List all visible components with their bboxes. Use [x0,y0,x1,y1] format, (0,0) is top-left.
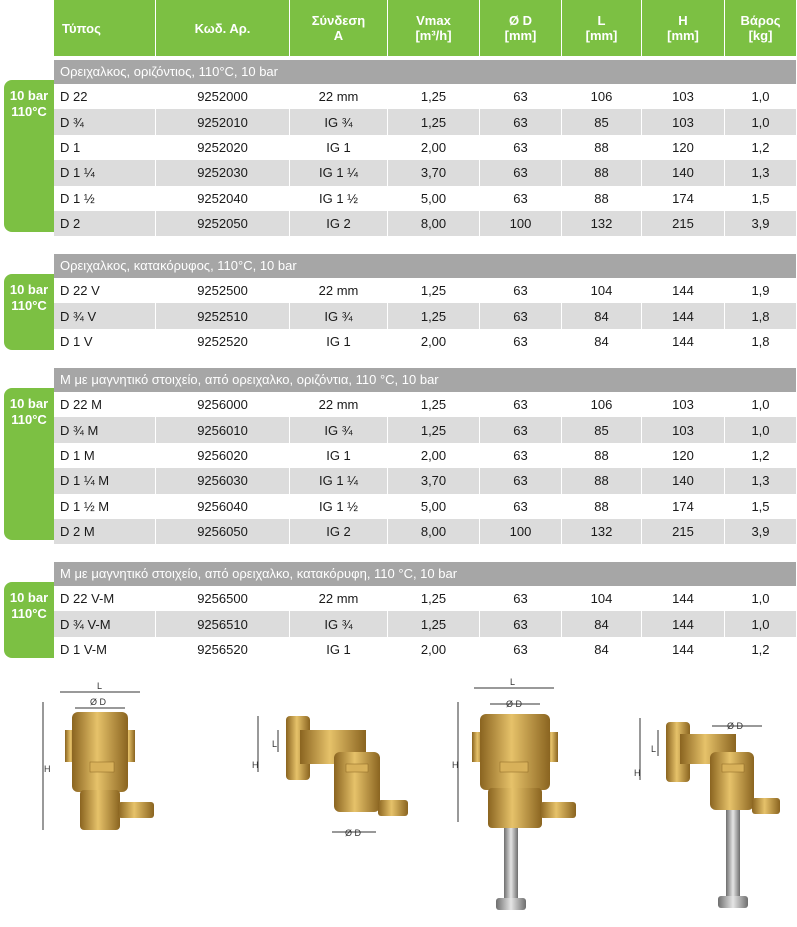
cell-type: D 22 V-M [54,586,156,611]
cell-weight: 1,0 [751,397,770,413]
table-row [54,109,796,134]
dim-d-label-2: Ø D [345,828,362,838]
dim-d-label-4: Ø D [727,721,744,731]
cell-weight: 1,9 [751,283,770,299]
cell-diameter: 63 [480,109,562,134]
cell-height: 140 [642,160,725,185]
cell-diameter: 63 [480,494,562,519]
cell-code: 9256050 [156,519,290,544]
cell-connection: IG 1 [290,329,388,354]
cell-height: 144 [642,611,725,636]
product-section [54,60,796,236]
section-title: Ορειχαλκος, κατακόρυφος, 110°C, 10 bar [54,254,796,278]
cell-vmax: 8,00 [388,519,480,544]
cell-height: 144 [642,329,725,354]
table-row [54,84,796,109]
cell-weight: 1,0 [751,422,770,438]
cell-type: D 1 V [54,329,156,354]
cell-code: 9256520 [156,637,290,662]
cell-vmax: 2,00 [388,637,480,662]
dim-h-label-2: H [252,760,259,770]
table-row [54,392,796,417]
cell-length: 104 [562,586,642,611]
table-row [54,186,796,211]
cell-code: 9256040 [156,494,290,519]
cell-type: D 1 [54,135,156,160]
header-type: Τύπος [54,0,156,56]
cell-type: D 22 V [54,278,156,303]
vertical-magnetic-separator-drawing [634,718,780,908]
dim-d-label: Ø D [90,697,107,707]
dim-h-label-4: H [634,768,641,778]
cell-diameter: 63 [480,392,562,417]
cell-diameter: 63 [480,611,562,636]
cell-vmax: 2,00 [388,135,480,160]
cell-vmax: 3,70 [388,160,480,185]
dim-d-label-3: Ø D [506,699,523,709]
cell-vmax: 1,25 [388,611,480,636]
cell-height: 140 [642,468,725,493]
cell-type: D 2 [54,211,156,236]
cell-height: 215 [642,211,725,236]
cell-length: 84 [562,329,642,354]
cell-connection: 22 mm [290,278,388,303]
cell-connection: IG 1 ½ [290,186,388,211]
cell-vmax: 5,00 [388,494,480,519]
table-row [54,135,796,160]
cell-weight: 1,5 [751,498,770,514]
cell-height: 144 [642,303,725,328]
section-title: M με μαγνητικό στοιχείο, από ορειχαλκο, κατακόρυφη, 110 °C, 10 bar [54,562,796,586]
dim-h-label-3: H [452,760,459,770]
cell-height: 174 [642,494,725,519]
cell-type: D ¾ V [54,303,156,328]
product-section [54,254,796,354]
dim-h-label: H [44,764,51,774]
cell-weight: 1,8 [751,308,770,324]
cell-type: D 2 M [54,519,156,544]
cell-weight: 1,0 [751,591,770,607]
table-row [54,519,796,544]
cell-diameter: 63 [480,417,562,442]
cell-length: 84 [562,637,642,662]
cell-connection: IG 2 [290,519,388,544]
pressure-temperature-badge: 10 bar 110°C [4,274,54,350]
cell-height: 103 [642,84,725,109]
product-drawings [0,672,797,922]
cell-type: D ¾ M [54,417,156,442]
cell-code: 9252040 [156,186,290,211]
cell-length: 104 [562,278,642,303]
cell-connection: IG ¾ [290,417,388,442]
cell-diameter: 63 [480,586,562,611]
cell-vmax: 2,00 [388,443,480,468]
table-row [54,443,796,468]
cell-vmax: 1,25 [388,392,480,417]
table-row [54,586,796,611]
cell-code: 9256000 [156,392,290,417]
cell-connection: IG 2 [290,211,388,236]
cell-vmax: 8,00 [388,211,480,236]
cell-code: 9256030 [156,468,290,493]
cell-height: 144 [642,278,725,303]
cell-weight: 1,5 [751,190,770,206]
cell-code: 9256020 [156,443,290,468]
product-section [54,562,796,662]
header-length: L [mm] [562,0,642,56]
cell-code: 9252510 [156,303,290,328]
cell-weight: 3,9 [751,216,770,232]
cell-diameter: 100 [480,211,562,236]
cell-code: 9256500 [156,586,290,611]
table-row [54,637,796,662]
cell-length: 88 [562,468,642,493]
cell-length: 85 [562,417,642,442]
cell-vmax: 1,25 [388,84,480,109]
cell-weight: 1,2 [751,447,770,463]
cell-type: D 1 ¼ [54,160,156,185]
header-code: Κωδ. Αρ. [156,0,290,56]
cell-height: 174 [642,186,725,211]
cell-vmax: 2,00 [388,329,480,354]
table-row [54,278,796,303]
cell-code: 9252020 [156,135,290,160]
cell-vmax: 3,70 [388,468,480,493]
table-row [54,417,796,442]
cell-weight: 1,2 [751,641,770,657]
table-row [54,494,796,519]
header-diameter: Ø D [mm] [480,0,562,56]
cell-weight: 1,3 [751,165,770,181]
header-connection: Σύνδεση A [290,0,388,56]
cell-connection: IG 1 [290,135,388,160]
cell-length: 88 [562,186,642,211]
cell-height: 144 [642,637,725,662]
vertical-separator-drawing [252,716,408,838]
cell-height: 103 [642,417,725,442]
cell-height: 103 [642,109,725,134]
cell-diameter: 100 [480,519,562,544]
cell-code: 9252010 [156,109,290,134]
cell-type: D 22 [54,84,156,109]
header-height: H [mm] [642,0,725,56]
pressure-temperature-badge: 10 bar 110°C [4,582,54,658]
cell-diameter: 63 [480,186,562,211]
cell-type: D 1 ½ [54,186,156,211]
dim-l-label-4: L [651,744,657,754]
horizontal-separator-drawing [43,681,154,830]
product-section [54,368,796,544]
cell-vmax: 5,00 [388,186,480,211]
cell-length: 88 [562,160,642,185]
cell-weight: 1,0 [751,89,770,105]
cell-type: D ¾ [54,109,156,134]
cell-height: 144 [642,586,725,611]
cell-length: 132 [562,211,642,236]
cell-diameter: 63 [480,637,562,662]
cell-diameter: 63 [480,303,562,328]
cell-code: 9252030 [156,160,290,185]
cell-code: 9252500 [156,278,290,303]
cell-vmax: 1,25 [388,278,480,303]
cell-connection: IG 1 ½ [290,494,388,519]
cell-connection: IG ¾ [290,303,388,328]
cell-diameter: 63 [480,278,562,303]
header-vmax: Vmax [m³/h] [388,0,480,56]
cell-length: 84 [562,611,642,636]
cell-diameter: 63 [480,443,562,468]
cell-code: 9256010 [156,417,290,442]
cell-connection: IG ¾ [290,611,388,636]
table-row [54,160,796,185]
cell-height: 103 [642,392,725,417]
cell-vmax: 1,25 [388,109,480,134]
table-row [54,211,796,236]
cell-length: 88 [562,135,642,160]
cell-length: 132 [562,519,642,544]
cell-diameter: 63 [480,135,562,160]
table-row [54,468,796,493]
dim-l-label: L [97,681,103,691]
cell-height: 120 [642,135,725,160]
cell-code: 9252050 [156,211,290,236]
cell-length: 88 [562,443,642,468]
cell-code: 9252000 [156,84,290,109]
table-row [54,611,796,636]
table-row [54,329,796,354]
cell-type: D 22 M [54,392,156,417]
cell-weight: 1,8 [751,333,770,349]
cell-vmax: 1,25 [388,417,480,442]
cell-connection: IG ¾ [290,109,388,134]
cell-connection: IG 1 [290,637,388,662]
cell-connection: IG 1 ¼ [290,160,388,185]
section-title: Ορειχαλκος, οριζόντιος, 110°C, 10 bar [54,60,796,84]
cell-type: D ¾ V-M [54,611,156,636]
cell-code: 9252520 [156,329,290,354]
cell-weight: 1,2 [751,139,770,155]
cell-type: D 1 ½ M [54,494,156,519]
cell-connection: 22 mm [290,84,388,109]
cell-length: 106 [562,84,642,109]
cell-weight: 1,0 [751,114,770,130]
dim-l-label-2: L [272,739,278,749]
cell-diameter: 63 [480,160,562,185]
cell-weight: 1,3 [751,473,770,489]
cell-length: 106 [562,392,642,417]
pressure-temperature-badge: 10 bar 110°C [4,388,54,540]
cell-diameter: 63 [480,84,562,109]
cell-weight: 1,0 [751,616,770,632]
cell-connection: 22 mm [290,392,388,417]
cell-length: 88 [562,494,642,519]
pressure-temperature-badge: 10 bar 110°C [4,80,54,232]
cell-diameter: 63 [480,329,562,354]
cell-connection: 22 mm [290,586,388,611]
table-row [54,303,796,328]
cell-vmax: 1,25 [388,303,480,328]
cell-height: 215 [642,519,725,544]
cell-connection: IG 1 [290,443,388,468]
cell-height: 120 [642,443,725,468]
cell-vmax: 1,25 [388,586,480,611]
cell-type: D 1 ¼ M [54,468,156,493]
cell-type: D 1 M [54,443,156,468]
cell-type: D 1 V-M [54,637,156,662]
section-title: M με μαγνητικό στοιχείο, από ορειχαλκο, οριζόντια, 110 °C, 10 bar [54,368,796,392]
cell-connection: IG 1 ¼ [290,468,388,493]
header-weight: Βάρος [kg] [725,0,796,56]
horizontal-magnetic-separator-drawing [452,677,576,910]
cell-length: 84 [562,303,642,328]
cell-length: 85 [562,109,642,134]
dim-l-label-3: L [510,677,516,687]
table-header [54,0,796,56]
cell-code: 9256510 [156,611,290,636]
cell-diameter: 63 [480,468,562,493]
cell-weight: 3,9 [751,524,770,540]
